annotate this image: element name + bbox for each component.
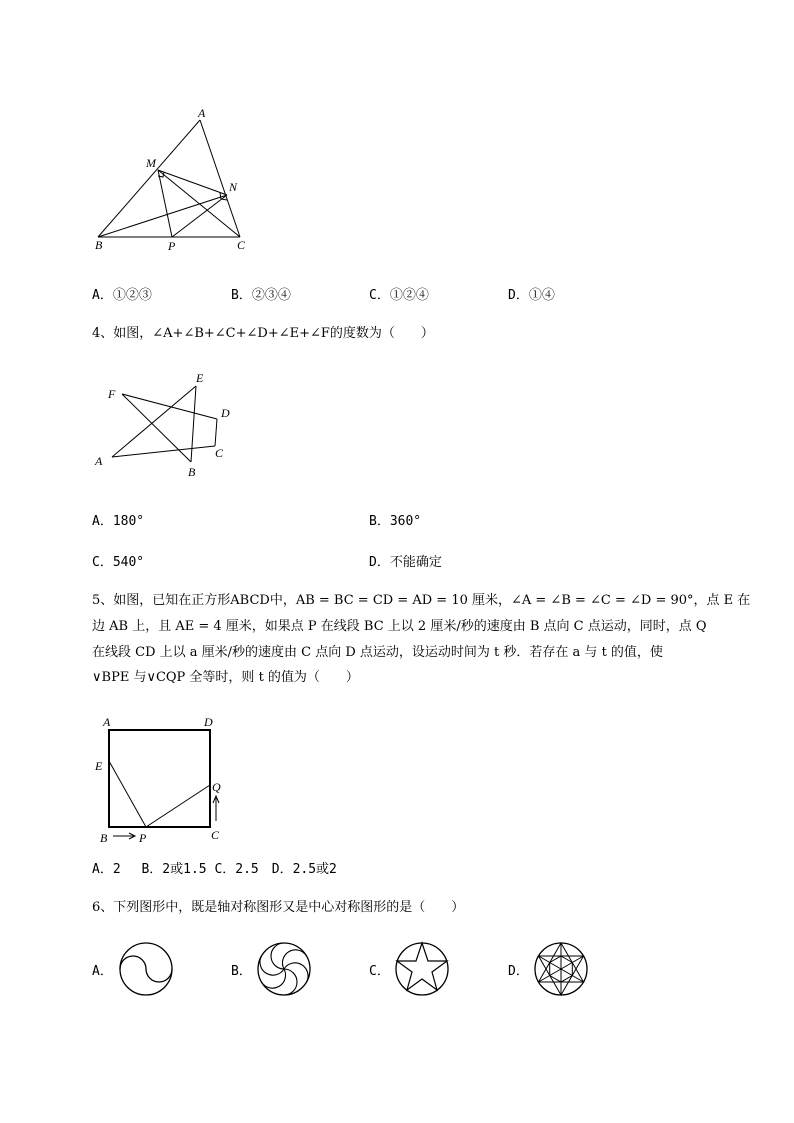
label-A: A	[198, 106, 206, 120]
q4-stem: 4、如图，∠A+∠B+∠C+∠D+∠E+∠F的度数为（ ）	[92, 326, 434, 341]
q4-option-c: C．540°	[92, 555, 145, 570]
q6-option-d-label: D．	[508, 964, 529, 979]
label-M: M	[146, 156, 156, 170]
q4-option-a: A．180°	[92, 514, 145, 529]
label-A: A	[103, 715, 111, 729]
label-B: B	[188, 465, 196, 479]
label-N: N	[229, 180, 238, 194]
label-F: F	[108, 387, 116, 401]
q6-option-b-label: B．	[231, 964, 252, 979]
star-in-circle-icon	[394, 941, 450, 997]
label-D: D	[204, 715, 213, 729]
q6-option-c-label: C．	[369, 964, 390, 979]
q6-stem: 6、下列图形中，既是轴对称图形又是中心对称图形的是（ ）	[92, 900, 465, 915]
q6-option-a-label: A．	[92, 964, 113, 979]
q5-stem-line4: ∨BPE 与∨CQP 全等时，则 t 的值为（ ）	[92, 670, 359, 685]
label-A: A	[95, 454, 103, 468]
label-B: B	[95, 238, 103, 252]
q5-stem-line3: 在线段 CD 上以 a 厘米/秒的速度由 C 点向 D 点运动，设运动时间为 t 秒．若存在 a 与 t 的值，使	[92, 645, 663, 660]
label-D: D	[221, 406, 230, 420]
q4-option-d: D．不能确定	[369, 555, 442, 570]
q5-options: A．2 B．2或1.5 C．2.5 D．2.5或2	[92, 862, 337, 877]
label-E: E	[196, 371, 204, 385]
yin-yang-icon	[118, 941, 174, 997]
q4-option-b: B．360°	[369, 514, 422, 529]
label-C: C	[237, 238, 246, 252]
label-C: C	[211, 828, 220, 842]
q3-option-c: C．①②④	[369, 288, 429, 303]
q3-option-b: B．②③④	[231, 288, 291, 303]
label-P: P	[139, 831, 147, 845]
q3-option-d: D．①④	[508, 288, 555, 303]
label-P: P	[168, 239, 176, 253]
hexagram-rosette-icon	[533, 941, 589, 997]
q5-stem-line1: 5、如图，已知在正方形ABCD中，AB = BC = CD = AD = 10 厘米，∠A = ∠B = ∠C = ∠D = 90°，点 E 在	[92, 593, 751, 608]
q5-stem-line2: 边 AB 上，且 AE = 4 厘米，如果点 P 在线段 BC 上以 2 厘米/秒的速度由 B 点向 C 点运动，同时，点 Q	[92, 619, 707, 634]
label-C: C	[215, 446, 224, 460]
label-E: E	[95, 759, 103, 773]
pinwheel-icon	[256, 941, 312, 997]
label-Q: Q	[212, 780, 221, 794]
q3-option-a: A．①②③	[92, 288, 152, 303]
label-B: B	[100, 831, 108, 845]
